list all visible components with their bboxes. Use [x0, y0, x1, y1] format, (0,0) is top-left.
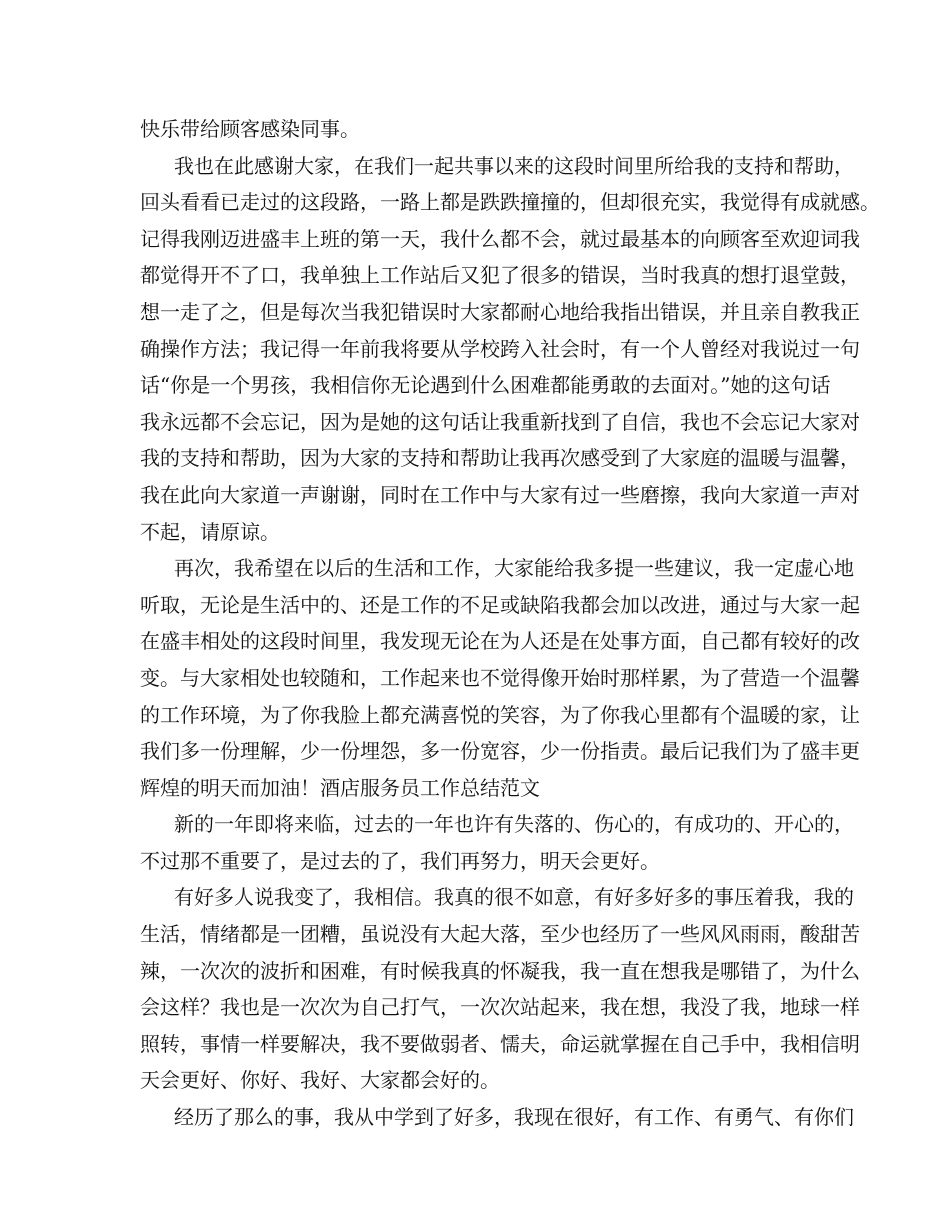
text-line: 快乐带给顾客感染同事。 [140, 117, 360, 141]
text-line: 照转，事情一样要解决，我不要做弱者、懦夫，命运就掌握在自己手中，我相信明 [140, 1031, 860, 1056]
text-line: 天会更好、你好、我好、大家都会好的。 [140, 1068, 500, 1093]
text-line: 都觉得开不了口，我单独上工作站后又犯了很多的错误，当时我真的想打退堂鼓， [140, 263, 860, 288]
text-line: 我在此向大家道一声谢谢，同时在工作中与大家有过一些磨擦，我向大家道一声对 [140, 482, 860, 507]
text-line: 生活，情绪都是一团糟，虽说没有大起大落，至少也经历了一些风风雨雨，酸甜苦 [140, 922, 860, 947]
text-line-paragraph-start: 新的一年即将来临，过去的一年也许有失落的、伤心的，有成功的、开心的， [174, 812, 854, 837]
text-line: 会这样？我也是一次次为自己打气，一次次站起来，我在想，我没了我，地球一样 [140, 995, 860, 1020]
text-line: 在盛丰相处的这段时间里，我发现无论在为人还是在处事方面，自己都有较好的改 [140, 629, 860, 654]
text-line: 我的支持和帮助，因为大家的支持和帮助让我再次感受到了大家庭的温暖与温馨， [140, 446, 860, 471]
text-line-paragraph-start: 有好多人说我变了，我相信。我真的很不如意，有好多好多的事压着我，我的 [174, 885, 854, 910]
text-line: 听取，无论是生活中的、还是工作的不足或缺陷我都会加以改进，通过与大家一起 [140, 592, 860, 617]
text-line-paragraph-start: 我也在此感谢大家，在我们一起共事以来的这段时间里所给我的支持和帮助， [174, 153, 854, 178]
text-line: 我们多一份理解，少一份埋怨，多一份宽容，少一份指责。最后记我们为了盛丰更 [140, 739, 860, 764]
text-line: 我永远都不会忘记，因为是她的这句话让我重新找到了自信，我也不会忘记大家对 [140, 409, 860, 434]
document-body [140, 111, 880, 1136]
text-line: 不过那不重要了，是过去的了，我们再努力，明天会更好。 [140, 848, 660, 873]
text-line: 话“你是一个男孩，我相信你无论遇到什么困难都能勇敢的去面对。”她的这句话 [140, 373, 831, 398]
text-line: 变。与大家相处也较随和，工作起来也不觉得像开始时那样累，为了营造一个温馨 [140, 665, 860, 690]
text-line: 想一走了之，但是每次当我犯错误时大家都耐心地给我指出错误，并且亲自教我正 [140, 299, 860, 324]
text-line-paragraph-start: 再次，我希望在以后的生活和工作，大家能给我多提一些建议，我一定虚心地 [174, 556, 854, 581]
text-line: 记得我刚迈进盛丰上班的第一天，我什么都不会，就过最基本的向顾客至欢迎词我 [140, 226, 860, 251]
text-line: 辣，一次次的波折和困难，有时候我真的怀凝我，我一直在想我是哪错了，为什么 [140, 958, 860, 983]
text-line: 辉煌的明天而加油！酒店服务员工作总结范文 [140, 775, 540, 800]
text-line-paragraph-start: 经历了那么的事，我从中学到了好多，我现在很好，有工作、有勇气、有你们 [174, 1105, 854, 1130]
text-line: 不起，请原谅。 [140, 519, 280, 544]
text-line: 回头看看已走过的这段路，一路上都是跌跌撞撞的，但却很充实，我觉得有成就感。 [140, 190, 880, 215]
text-line: 的工作环境，为了你我脸上都充满喜悦的笑容，为了你我心里都有个温暖的家，让 [140, 702, 860, 727]
text-line: 确操作方法；我记得一年前我将要从学校跨入社会时，有一个人曾经对我说过一句 [140, 336, 860, 361]
